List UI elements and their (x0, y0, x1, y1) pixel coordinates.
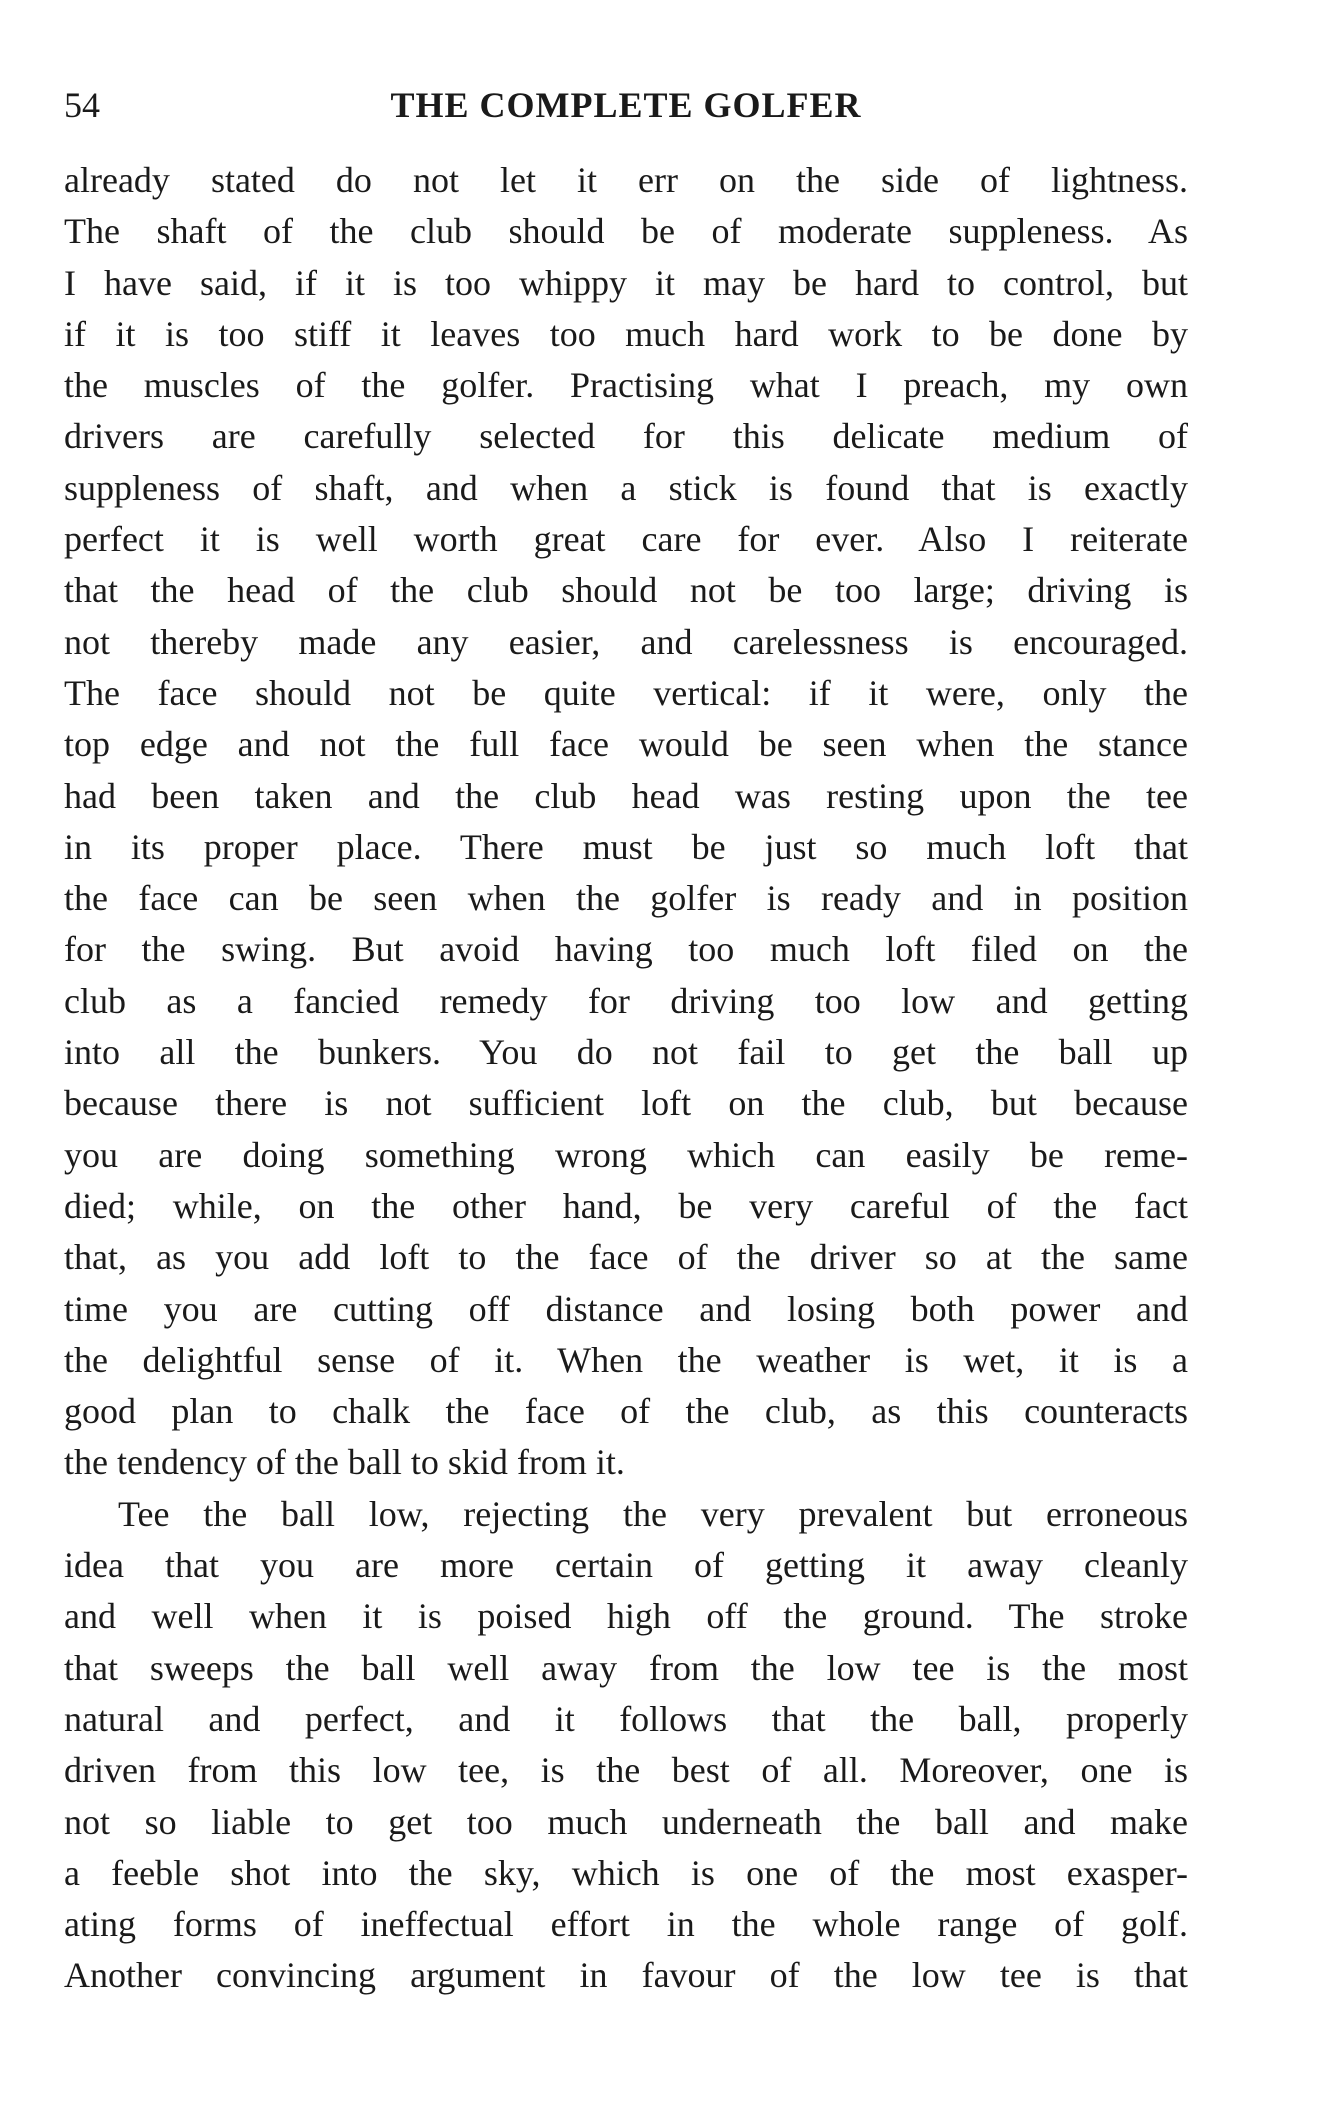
text-line: died; while, on the other hand, be very careful of the fact (64, 1185, 1188, 1226)
paragraph (64, 1489, 1188, 2002)
text-line: into all the bunkers. You do not fail to get the ball up (64, 1032, 1188, 1073)
text-line: I have said, if it is too whippy it may be hard to control, but (64, 262, 1188, 303)
text-line: had been taken and the club head was resting upon the tee (64, 775, 1188, 816)
text-line: perfect it is well worth great care for ever. Also I reiterate (64, 519, 1188, 560)
text-line: Another convincing argument in favour of the low tee is that (64, 1955, 1188, 1996)
text-line: The face should not be quite vertical: if it were, only the (64, 672, 1188, 713)
paragraph (64, 155, 1188, 1489)
text-line: that the head of the club should not be too large; driving is (64, 570, 1188, 611)
page-number: 54 (64, 85, 100, 125)
text-line: in its proper place. There must be just so much loft that (64, 826, 1188, 867)
text-line: if it is too stiff it leaves too much hard work to be done by (64, 313, 1188, 354)
text-line: ating forms of ineffectual effort in the whole range of golf. (64, 1904, 1188, 1945)
running-title: THE COMPLETE GOLFER (390, 85, 862, 125)
text-line: not thereby made any easier, and carelessness is encouraged. (64, 621, 1188, 662)
text-line: time you are cutting off distance and losing both power and (64, 1288, 1188, 1329)
text-line: the face can be seen when the golfer is ready and in position (64, 878, 1188, 919)
text-line: that sweeps the ball well away from the low tee is the most (64, 1647, 1188, 1688)
text-line: that, as you add loft to the face of the driver so at the same (64, 1237, 1188, 1278)
text-line: because there is not sufficient loft on the club, but because (64, 1083, 1188, 1124)
text-line: for the swing. But avoid having too much loft filed on the (64, 929, 1188, 970)
text-line: already stated do not let it err on the side of lightness. (64, 160, 1188, 200)
text-line: driven from this low tee, is the best of all. Moreover, one is (64, 1750, 1188, 1791)
text-line: good plan to chalk the face of the club, as this counteracts (64, 1391, 1188, 1432)
running-header (64, 84, 1188, 134)
text-line: suppleness of shaft, and when a stick is found that is exactly (64, 467, 1188, 508)
page-body (64, 155, 1188, 2002)
text-line: Tee the ball low, rejecting the very prevalent but erroneous (118, 1493, 1188, 1534)
text-line: a feeble shot into the sky, which is one of the most exasper- (64, 1852, 1188, 1893)
text-line: the muscles of the golfer. Practising what I preach, my own (64, 365, 1188, 406)
text-line: idea that you are more certain of getting it away cleanly (64, 1545, 1188, 1586)
text-line: top edge and not the full face would be seen when the stance (64, 724, 1188, 765)
text-line: club as a fancied remedy for driving too low and getting (64, 980, 1188, 1021)
text-line: not so liable to get too much underneath the ball and make (64, 1801, 1188, 1842)
text-line: the delightful sense of it. When the weather is wet, it is a (64, 1339, 1188, 1380)
text-line: drivers are carefully selected for this delicate medium of (64, 416, 1188, 457)
text-line: you are doing something wrong which can easily be reme- (64, 1134, 1188, 1175)
text-line: The shaft of the club should be of moderate suppleness. As (64, 211, 1188, 252)
text-line: the tendency of the ball to skid from it. (64, 1442, 625, 1483)
text-line: natural and perfect, and it follows that the ball, properly (64, 1698, 1188, 1739)
text-line: and well when it is poised high off the ground. The stroke (64, 1596, 1188, 1637)
